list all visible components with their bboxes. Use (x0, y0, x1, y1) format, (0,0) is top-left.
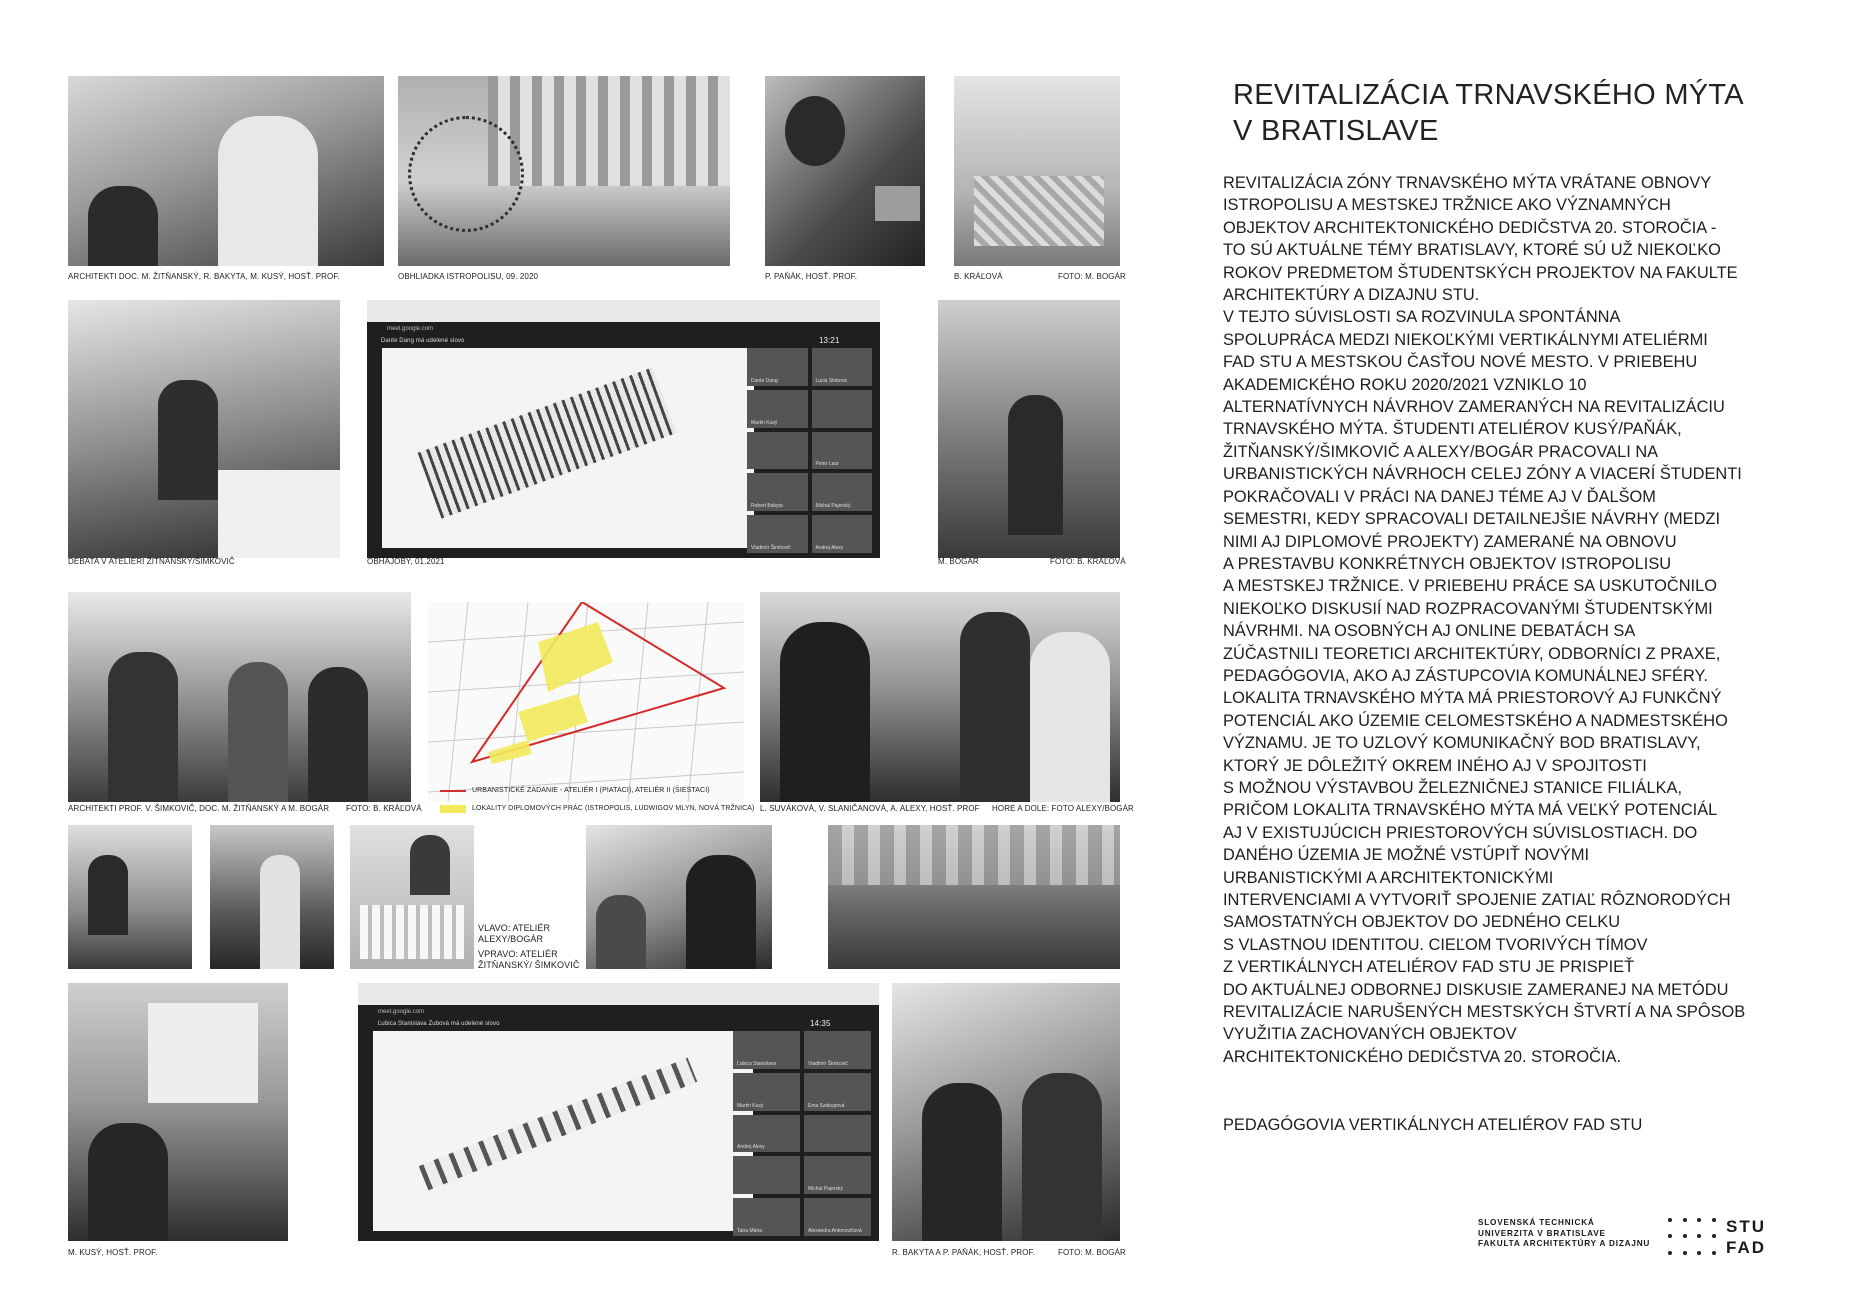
body-line: SPOLUPRÁCA MEDZI NIEKOĽKÝMI VERTIKÁLNYMI ATELIÉRMI (1223, 330, 1708, 349)
photo-architects-whiteboard (68, 76, 384, 266)
body-line: NÁVRHMI. NA OSOBNÝCH AJ ONLINE DEBATÁCH SA (1223, 622, 1636, 641)
caption-istropolis: OBHLIADKA ISTROPOLISU, 09. 2020 (398, 272, 539, 281)
photo-discussion-group (760, 592, 1120, 802)
urban-plan-map (428, 602, 744, 802)
signature: PEDAGÓGOVIA VERTIKÁLNYCH ATELIÉROV FAD STU (1223, 1116, 1643, 1134)
body-line: NIEKOĽKO DISKUSIÍ NAD ROZPRACOVANÝMI ŠTUDENTSKÝMI (1223, 599, 1713, 618)
body-line: LOKALITA TRNAVSKÉHO MÝTA MÁ PRIESTOROVÝ AJ FUNKČNÝ (1223, 689, 1722, 708)
caption-foto-bogar-2: FOTO: M. BOGÁR (1058, 1248, 1126, 1257)
body-line: A PRESTAVBU KONKRÉTNYCH OBJEKTOV ISTROPOLISU (1223, 554, 1672, 573)
body-line: NIMI AJ DIPLOMOVÉ PROJEKTY) ZAMERANÉ NA OBNOVU (1223, 532, 1677, 551)
body-line: REVITALIZÁCIA ZÓNY TRNAVSKÉHO MÝTA VRÁTANE OBNOVY (1223, 174, 1712, 192)
plan-drawing (428, 602, 744, 802)
photo-atelier-3 (586, 825, 772, 969)
body-line: PEDAGÓGOVIA, AKO AJ ZÁSTUPCOVIA KOMUNÁLNEJ SFÉRY. (1223, 666, 1708, 685)
body-line: VÝZNAMU. JE TO UZLOVÝ KOMUNIKAČNÝ BOD BRATISLAVY, (1223, 734, 1701, 753)
caption-foto-kralova-1: FOTO: B. KRÁĽOVÁ (1050, 557, 1126, 566)
body-line: PRIČOM LOKALITA TRNAVSKÉHO MÝTA MÁ VEĽKÝ POTENCIÁL (1223, 801, 1718, 820)
body-line: DO AKTUÁLNEJ ODBORNEJ DISKUSIE ZAMERANEJ NA METÓDU (1223, 980, 1729, 999)
caption-kusy: M. KUSÝ, HOSŤ. PROF. (68, 1248, 158, 1257)
screen-online-meeting-2 (358, 983, 879, 1241)
caption-left-atelier: VLAVO: ATELIÉR (478, 923, 551, 933)
photo-debate-atelier (68, 300, 340, 558)
body-line: DANÉHO ÚZEMIA JE MOŽNÉ VSTÚPIŤ NOVÝMI (1223, 846, 1590, 865)
body-line: POTENCIÁL AKO ÚZEMIE CELOMESTSKÉHO A NADMESTSKÉHO (1223, 711, 1728, 730)
body-line: INTERVENCIAMI A VYTVORIŤ SPOJENIE ZATIAĽ RÔZNORODÝCH (1223, 891, 1731, 909)
photo-bakyta-panak (892, 983, 1120, 1241)
caption-right-atelier-names: ŽITŇANSKÝ/ ŠIMKOVIČ (478, 960, 580, 970)
body-line: A MESTSKEJ TRŽNICE. V PRIEBEHU PRÁCE SA USKUTOČNILO (1223, 577, 1717, 596)
body-line: ŽITŇANSKÝ/ŠIMKOVIČ A ALEXY/BOGÁR PRACOVALI NA (1223, 442, 1659, 461)
photo-architects-outdoor (68, 592, 411, 802)
participant-grid-1: Dante Dang Lucia Slobová Martin Kusý Peter Laur Robert Bakyta Michal Pajerský Vladimír Šimkovič Andrej Alexy (747, 348, 872, 553)
body-line: S MOŽNOU VÝSTAVBOU ŽELEZNIČNEJ STANICE FILIÁLKA, (1223, 778, 1683, 797)
legend-urban-brief: URBANISTICKÉ ZADANIE - ATELIÉR I (PIATACI), ATELIÉR II (ŠIESTACI) (472, 787, 710, 794)
caption-kralova: B. KRÁĽOVÁ (954, 272, 1003, 281)
caption-panak: P. PAŇÁK, HOSŤ. PROF. (765, 272, 858, 281)
screen-defence-meeting (367, 300, 880, 558)
body-line: TRNAVSKÉHO MÝTA. ŠTUDENTI ATELIÉROV KUSÝ/PAŇÁK, (1223, 420, 1682, 439)
body-line: SAMOSTATNÝCH OBJEKTOV DO JEDNÉHO CELKU (1223, 913, 1621, 932)
photo-kusy-lecture (68, 983, 288, 1241)
body-line: ISTROPOLISU A MESTSKEJ TRŽNICE AKO VÝZNAMNÝCH (1223, 196, 1671, 215)
logo-mark: STU FAD (1726, 1217, 1766, 1257)
body-line: ROKOV PREDMETOM ŠTUDENTSKÝCH PROJEKTOV NA FAKULTE (1223, 263, 1738, 282)
shared-plan-1 (382, 348, 754, 548)
photo-atelier-2 (210, 825, 334, 969)
body-line: AKADEMICKÉHO ROKU 2020/2021 VZNIKLO 10 (1223, 375, 1587, 394)
body-line: S VLASTNOU IDENTITOU. CIEĽOM TVORIVÝCH TÍMOV (1223, 935, 1648, 954)
university-name: SLOVENSKÁ TECHNICKÁ UNIVERZITA V BRATISLAVE FAKULTA ARCHITEKTÚRY A DIZAJNU (1478, 1218, 1651, 1248)
title-line-1: REVITALIZÁCIA TRNAVSKÉHO MÝTA (1233, 79, 1744, 111)
legend-diploma-swatch (440, 805, 466, 813)
caption-architects: ARCHITEKTI DOC. M. ŽITŇANSKÝ, R. BAKYTA, M. KUSÝ, HOSŤ. PROF. (68, 272, 340, 281)
caption-left-atelier-names: ALEXY/BOGÁR (478, 934, 544, 944)
meet-url-2: meet.google.com (378, 1009, 425, 1015)
photo-atelier-models (350, 825, 474, 969)
body-line: URBANISTICKÝMI A ARCHITEKTONICKÝMI (1223, 868, 1554, 887)
body-line: REVITALIZÁCIE NARUŠENÝCH MESTSKÝCH ŠTVRTÍ A NA SPÔSOB (1223, 1003, 1746, 1022)
body-line: TO SÚ AKTUÁLNE TÉMY BRATISLAVY, KTORÉ SÚ UŽ NIEKOĽKO (1223, 241, 1721, 260)
caption-discussion-group: L. SUVÁKOVÁ, V. SLANIČANOVÁ, A. ALEXY, HOSŤ. PROF (760, 804, 980, 813)
body-line: FAD STU A MESTSKOU ČASŤOU NOVÉ MESTO. V PRIEBEHU (1223, 353, 1698, 372)
body-line: URBANISTICKÝCH NÁVRHOCH CELEJ ZÓNY A VIACERÍ ŠTUDENTI (1223, 465, 1742, 484)
body-line: ZÚČASTNILI TEORETICI ARCHITEKTÚRY, ODBORNÍCI Z PRAXE, (1223, 644, 1721, 663)
meeting-time-2: 14:35 (810, 1019, 831, 1028)
body-line: V TEJTO SÚVISLOSTI SA ROZVINULA SPONTÁNNA (1223, 308, 1621, 327)
photo-kralova (954, 76, 1120, 266)
meet-url-1: meet.google.com (387, 326, 434, 332)
page-title (1233, 77, 1744, 149)
caption-foto-kralova-2: FOTO: B. KRÁĽOVÁ (346, 804, 422, 813)
title-line-2: V BRATISLAVE (1233, 115, 1439, 147)
body-line: Z VERTIKÁLNYCH ATELIÉROV FAD STU JE PRISPIEŤ (1223, 958, 1635, 977)
caption-architects-outdoor: ARCHITEKTI PROF. V. ŠIMKOVIČ, DOC. M. ŽITŇANSKÝ A M. BOGÁR (68, 804, 330, 813)
caption-foto-alexy-bogar: HORE A DOLE: FOTO ALEXY/BOGÁR (992, 804, 1134, 813)
meeting-time-1: 13:21 (819, 336, 840, 345)
photo-istropolis-visit (398, 76, 730, 266)
participant-grid-2: Ľubica Stanislava Vladimír Šimkovič Martin Kusý Ema Szakupová Andrej Alexy Michal Pajerský Tatra Mária Alexandra Antonovičová (733, 1031, 871, 1236)
body-text (1223, 172, 1783, 1068)
caption-defence: OBHAJOBY, 01.2021 (367, 557, 445, 566)
legend-diploma-sites: LOKALITY DIPLOMOVÝCH PRÁC (ISTROPOLIS, LUDWIGOV MLYN, NOVÁ TRŽNICA) (472, 805, 755, 812)
caption-foto-bogar-1: FOTO: M. BOGÁR (1058, 272, 1126, 281)
photo-bogar (938, 300, 1120, 558)
photo-atelier-courtyard (828, 825, 1120, 969)
caption-bakyta-panak: R. BAKYTA A P. PAŇÁK, HOSŤ. PROF. (892, 1248, 1035, 1257)
body-line: KTORÝ JE DÔLEŽITÝ OKREM INÉHO AJ V SPOJITOSTI (1223, 756, 1647, 775)
caption-right-atelier: VPRAVO: ATELIÉR (478, 949, 558, 959)
body-line: SEMESTRI, KEDY SPRACOVALI DETAILNEJŠIE NÁVRHY (MEDZI (1223, 510, 1720, 529)
legend-boundary-line (440, 790, 466, 792)
speaker-label-1: Dante Dang má udelené slovo (381, 338, 465, 344)
logo-dots-icon (1668, 1218, 1720, 1260)
photo-panak (765, 76, 925, 266)
body-line: VYUŽITIA ZACHOVANÝCH OBJEKTOV (1223, 1025, 1517, 1044)
stu-fad-logo (1478, 1218, 1778, 1264)
speaker-label-2: Ľubica Stanislava Zubová má udelené slovo (378, 1021, 500, 1027)
body-line: ALTERNATÍVNYCH NÁVRHOV ZAMERANÝCH NA REVITALIZÁCIU (1223, 398, 1725, 417)
caption-bogar: M. BOGÁR (938, 557, 979, 566)
caption-debate: DEBATA V ATELIÉRI ŽITŇANSKÝ/ŠIMKOVIČ (68, 557, 235, 566)
body-line: OBJEKTOV ARCHITEKTONICKÉHO DEDIČSTVA 20. STOROČIA - (1223, 218, 1717, 237)
photo-atelier-1 (68, 825, 192, 969)
body-line: ARCHITEKTÚRY A DIZAJNU STU. (1223, 286, 1480, 305)
body-line: POKRAČOVALI V PRÁCI NA DANEJ TÉME AJ V ĎALŠOM (1223, 487, 1656, 506)
body-line: AJ V EXISTUJÚCICH PRIESTOROVÝCH SÚVISLOSTIACH. DO (1223, 823, 1698, 842)
shared-plan-2 (373, 1031, 753, 1231)
body-line: ARCHITEKTONICKÉHO DEDIČSTVA 20. STOROČIA. (1223, 1047, 1622, 1066)
